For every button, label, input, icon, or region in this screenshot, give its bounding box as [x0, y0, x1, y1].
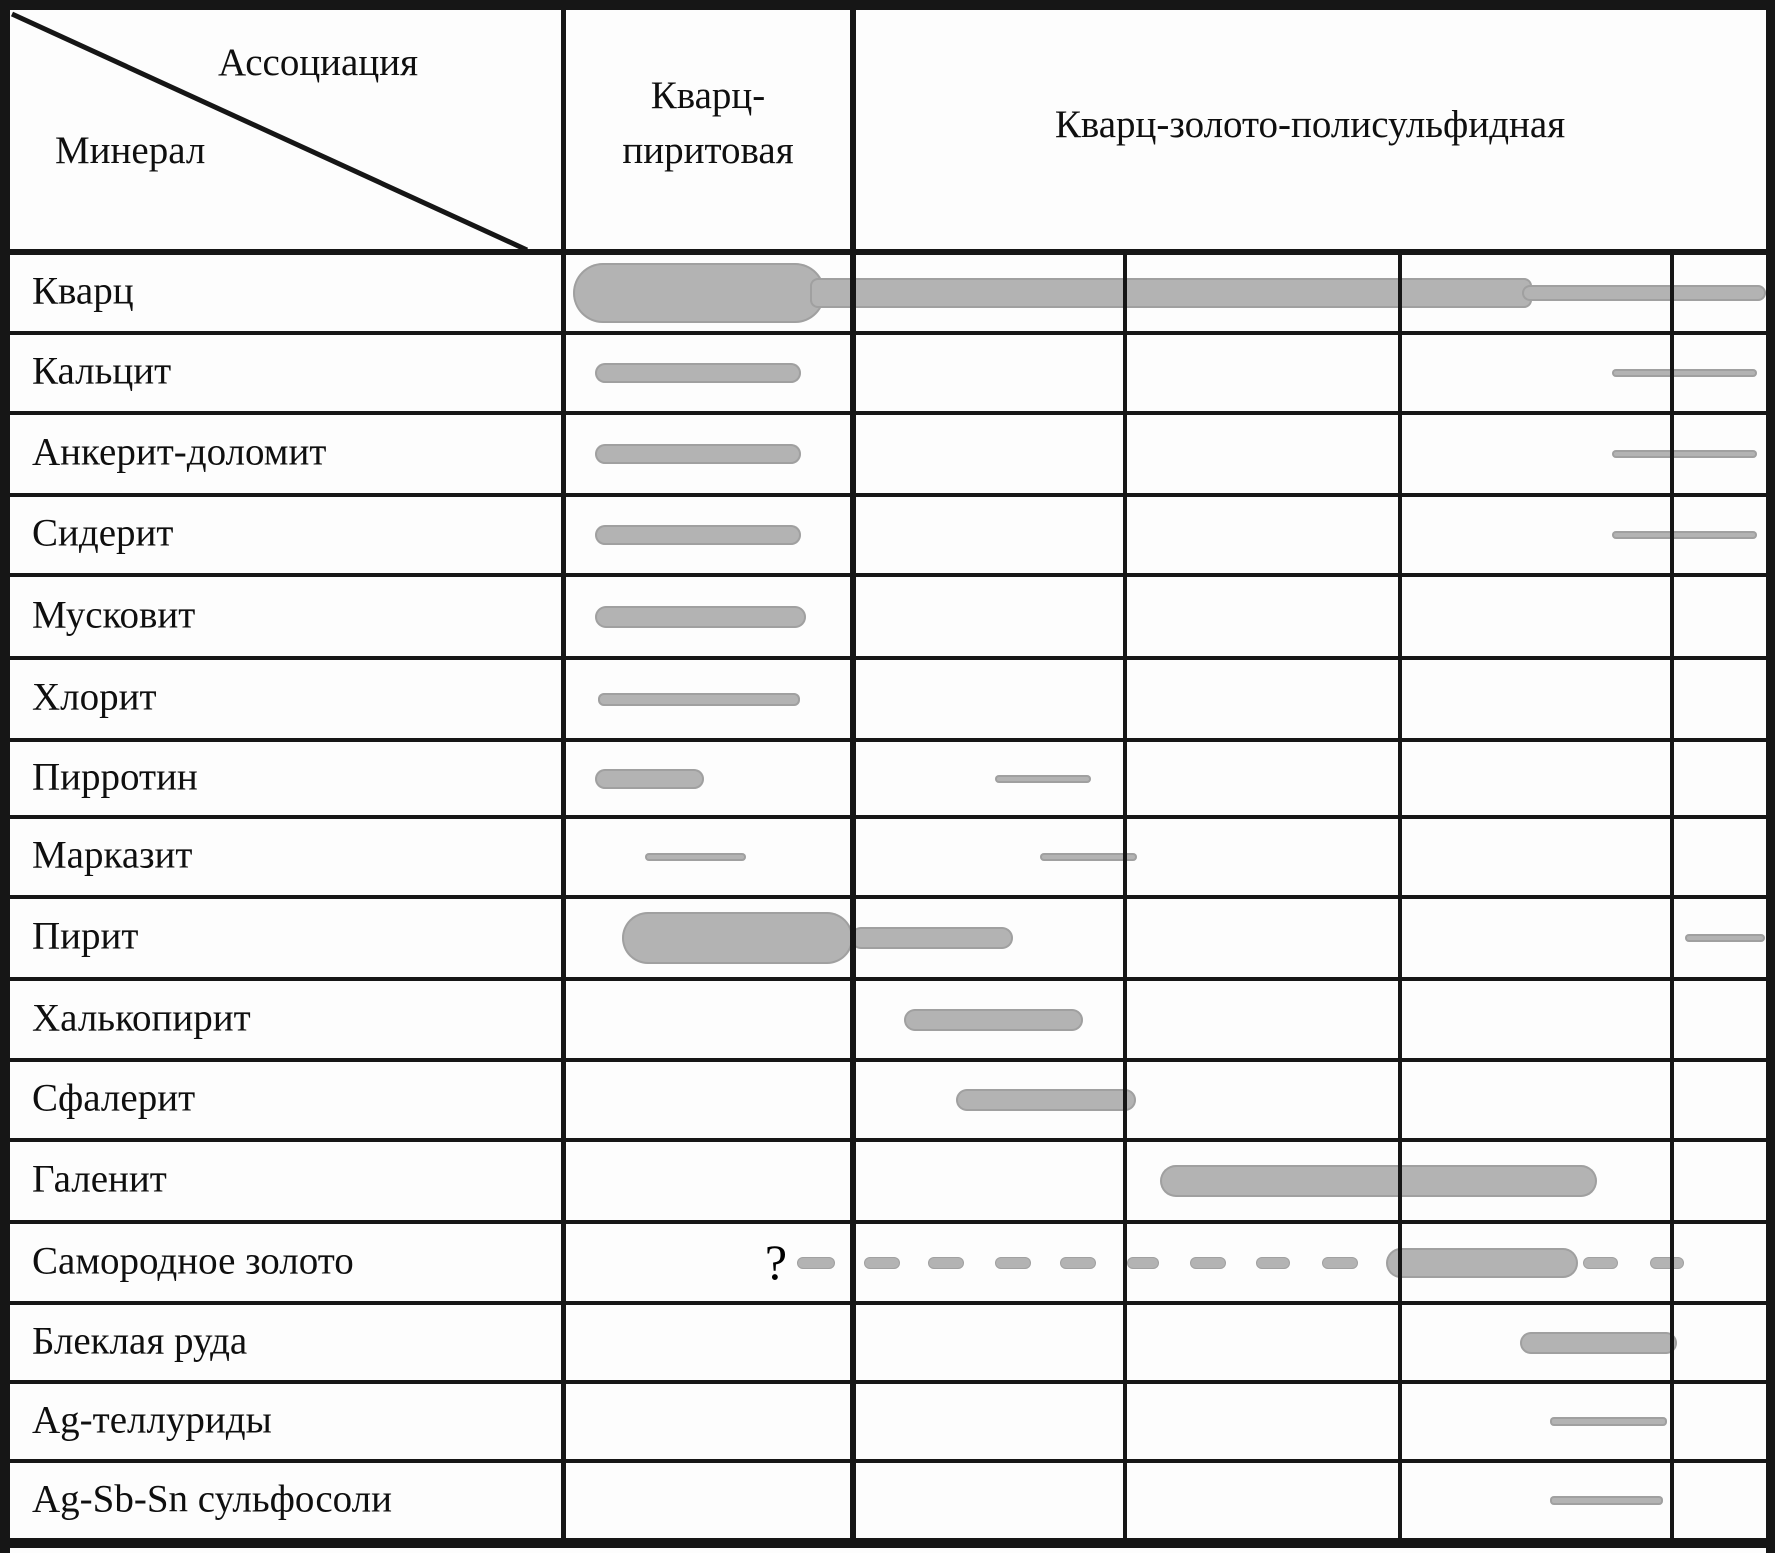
- presence-bar: [1522, 285, 1766, 301]
- row-divider-13: [0, 1301, 1775, 1305]
- mineral-label: Сфалерит: [32, 1076, 196, 1120]
- row-divider-6: [0, 738, 1775, 742]
- mineral-label: Ag-теллуриды: [32, 1398, 272, 1442]
- dashed-presence-segment: [928, 1257, 964, 1269]
- row-divider-1: [0, 331, 1775, 335]
- row-divider-7: [0, 815, 1775, 819]
- outer-border-top: [0, 0, 1775, 10]
- mineral-label: Марказит: [32, 833, 193, 877]
- dashed-presence-segment: [995, 1257, 1031, 1269]
- row-divider-16: [0, 1538, 1775, 1542]
- presence-bar: [1612, 450, 1757, 458]
- mineral-label: Пирротин: [32, 755, 198, 799]
- mineral-row: [0, 1382, 1775, 1461]
- header-diagonal-line: [0, 0, 563, 252]
- row-divider-3: [0, 493, 1775, 497]
- dashed-presence-segment: [797, 1257, 835, 1269]
- mineral-row: [0, 1222, 1775, 1303]
- mineral-label: Хлорит: [32, 675, 157, 719]
- uncertainty-question-mark: ?: [764, 1233, 788, 1290]
- row-divider-12: [0, 1220, 1775, 1224]
- row-divider-5: [0, 656, 1775, 660]
- dashed-presence-segment: [864, 1257, 900, 1269]
- presence-bar: [595, 444, 801, 464]
- dashed-presence-segment: [1583, 1257, 1618, 1269]
- mineral-row: [0, 658, 1775, 740]
- column-divider-quartz-pyrite: [561, 0, 566, 1543]
- column-header-quartz-gold-polysulfide: Кварц-золото-полисульфидная: [1054, 103, 1566, 146]
- corner-label-mineral: Минерал: [55, 129, 206, 172]
- mineral-row: [0, 979, 1775, 1060]
- presence-bar: [573, 263, 825, 323]
- mineral-label: Халькопирит: [32, 996, 251, 1040]
- mineral-row: [0, 413, 1775, 495]
- presence-bar: [995, 775, 1091, 783]
- dashed-presence-segment: [1650, 1257, 1684, 1269]
- presence-bar: [850, 927, 1013, 949]
- mineral-label: Мусковит: [32, 593, 196, 637]
- row-divider-11: [0, 1138, 1775, 1142]
- mineral-row: [0, 817, 1775, 897]
- column-divider-polysulfide: [850, 0, 856, 1543]
- presence-bar: [598, 693, 800, 706]
- corner-label-association: Ассоциация: [218, 41, 419, 84]
- presence-bar: [595, 769, 704, 789]
- dashed-presence-segment: [1190, 1257, 1226, 1269]
- presence-bar: [1612, 531, 1757, 539]
- presence-bar: [1685, 934, 1765, 942]
- dashed-presence-segment: [1322, 1257, 1358, 1269]
- presence-bar: [1550, 1417, 1667, 1426]
- row-divider-15: [0, 1459, 1775, 1463]
- presence-bar: [1550, 1496, 1663, 1505]
- dashed-presence-segment: [1127, 1257, 1159, 1269]
- mineral-label: Пирит: [32, 914, 139, 958]
- outer-border-left: [0, 0, 10, 1553]
- mineral-row: [0, 575, 1775, 658]
- mineral-label: Ag-Sb-Sn сульфосоли: [32, 1477, 392, 1521]
- mineral-row: [0, 1060, 1775, 1140]
- dashed-presence-segment: [1060, 1257, 1096, 1269]
- outer-border-right: [1766, 0, 1775, 1553]
- presence-bar: [1386, 1248, 1578, 1278]
- presence-bar: [1520, 1332, 1677, 1354]
- mineral-row: [0, 897, 1775, 979]
- mineral-label: Сидерит: [32, 511, 174, 555]
- presence-bar: [645, 853, 746, 861]
- presence-bar: [904, 1009, 1083, 1031]
- mineral-row: [0, 495, 1775, 575]
- presence-bar: [595, 363, 801, 383]
- mineral-label: Самородное золото: [32, 1239, 354, 1283]
- row-divider-8: [0, 895, 1775, 899]
- presence-bar: [595, 525, 801, 545]
- mineral-row: [0, 740, 1775, 817]
- row-divider-9: [0, 977, 1775, 981]
- row-divider-2: [0, 411, 1775, 415]
- presence-bar: [1612, 369, 1757, 377]
- row-divider-14: [0, 1380, 1775, 1384]
- presence-bar: [810, 278, 1532, 308]
- mineral-label: Анкерит-доломит: [32, 430, 327, 474]
- row-divider-4: [0, 573, 1775, 577]
- column-header-quartz-pyrite: [563, 68, 853, 179]
- presence-bar: [595, 606, 806, 628]
- mineral-label: Галенит: [32, 1157, 167, 1201]
- mineral-row: [0, 252, 1775, 333]
- presence-bar: [1160, 1165, 1597, 1197]
- column-header-quartz-pyrite-line2: пиритовая: [622, 129, 794, 173]
- mineral-row: [0, 1140, 1775, 1222]
- mineral-row: [0, 1461, 1775, 1540]
- presence-bar: [956, 1089, 1136, 1111]
- header-bottom-line: [0, 249, 1775, 255]
- mineral-label: Блеклая руда: [32, 1319, 248, 1363]
- mineral-row: [0, 1303, 1775, 1382]
- presence-bar: [622, 912, 853, 964]
- dashed-presence-segment: [1256, 1257, 1290, 1269]
- mineral-row: [0, 333, 1775, 413]
- mineral-label: Кварц: [32, 269, 134, 313]
- column-header-quartz-pyrite-line1: Кварц-: [650, 74, 766, 117]
- mineral-label: Кальцит: [32, 349, 172, 393]
- row-divider-10: [0, 1058, 1775, 1062]
